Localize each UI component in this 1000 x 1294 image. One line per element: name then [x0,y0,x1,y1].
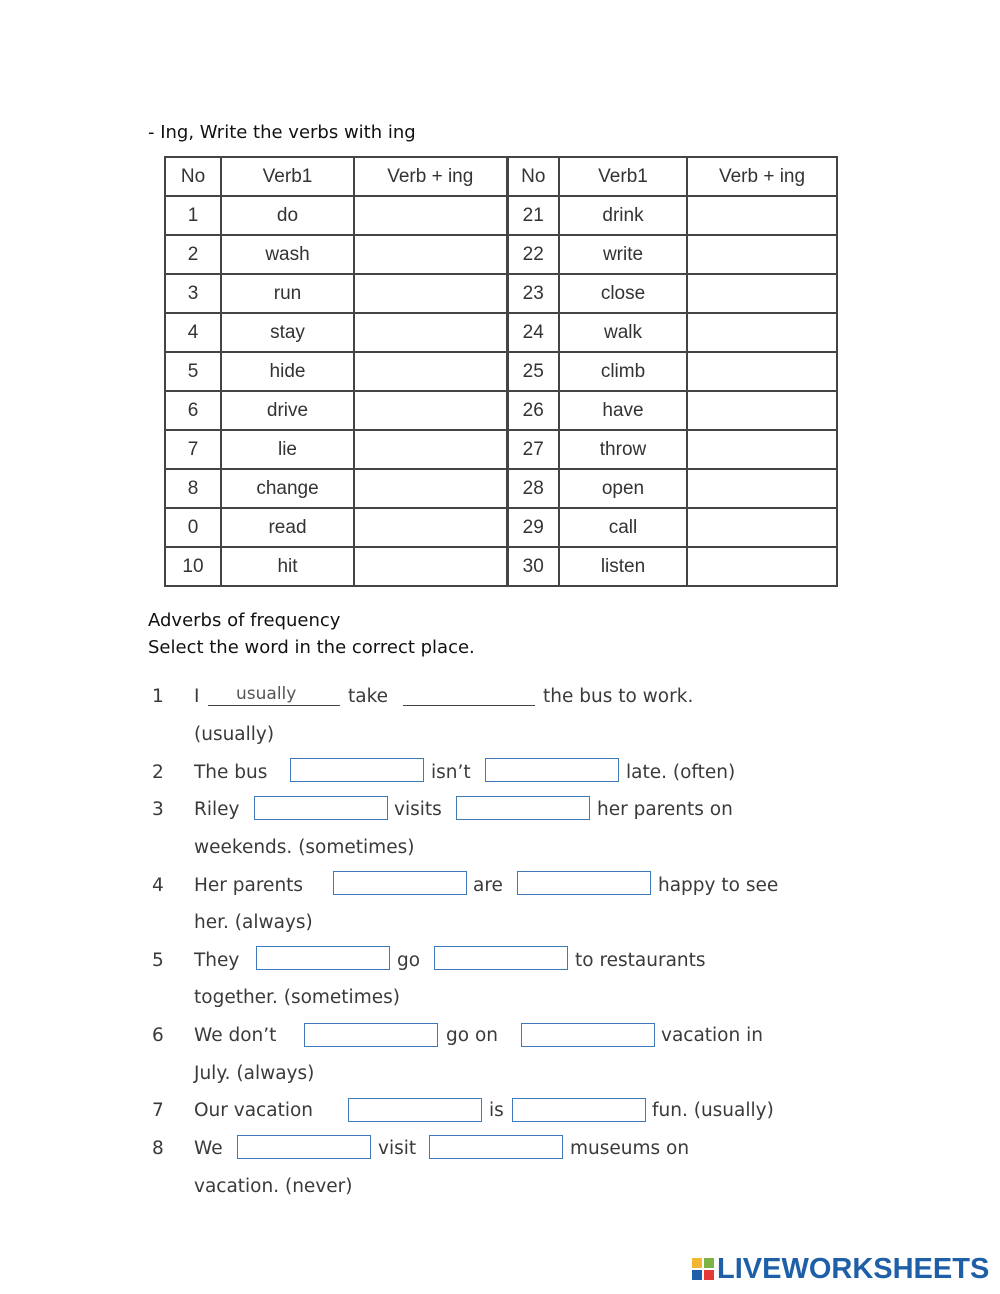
table-row [165,508,837,547]
exercise-text: visit [378,1138,417,1159]
logo-tile [692,1258,702,1268]
exercise-hint: together. (sometimes) [194,987,400,1008]
header-verb-ing: Verb + ing [687,157,837,196]
verb-cell: climb [559,352,687,391]
exercise-number: 3 [152,799,164,820]
exercise-hint: July. (always) [194,1063,315,1084]
exercise-text: We don’t [194,1025,277,1046]
exercise-text: They [194,950,240,971]
verb-cell: listen [559,547,687,586]
exercise-text: Her parents [194,875,304,896]
instruction-text: Select the word in the correct place. [148,637,475,658]
exercise-text: museums on [570,1138,690,1159]
exercise-number: 5 [152,950,164,971]
exercise-text: happy to see [658,875,779,896]
row-number: 0 [165,508,221,547]
row-number: 8 [165,469,221,508]
header-no: No [165,157,221,196]
row-number: 26 [507,391,559,430]
verb-cell: write [559,235,687,274]
verb-ing-answer-cell[interactable] [687,391,837,430]
verb-cell: drink [559,196,687,235]
verb-ing-answer-cell[interactable] [354,430,507,469]
row-number: 24 [507,313,559,352]
exercise-text: Our vacation [194,1100,314,1121]
verb-ing-answer-cell[interactable] [354,391,507,430]
answer-box[interactable] [304,1023,438,1047]
row-number: 1 [165,196,221,235]
verb-cell: have [559,391,687,430]
exercise-number: 2 [152,762,164,783]
answer-box[interactable] [237,1135,371,1159]
example-answer: usually [236,684,297,704]
row-number: 29 [507,508,559,547]
row-number: 3 [165,274,221,313]
answer-box[interactable] [333,871,467,895]
exercise-text: Riley [194,799,240,820]
logo-tile [704,1258,714,1268]
exercise-hint: weekends. (sometimes) [194,837,415,858]
verb-ing-answer-cell[interactable] [687,235,837,274]
answer-box[interactable] [256,946,390,970]
exercise-text: vacation in [661,1025,763,1046]
section-ing-title: - Ing, Write the verbs with ing [148,122,416,143]
verb-cell: hide [221,352,354,391]
table-row [165,469,837,508]
verb-cell: drive [221,391,354,430]
table-row [165,313,837,352]
verb-ing-answer-cell[interactable] [687,547,837,586]
exercise-text: go [397,950,421,971]
section-adverbs-title: Adverbs of frequency [148,610,341,631]
row-number: 10 [165,547,221,586]
answer-box[interactable] [254,796,388,820]
logo-tile [692,1270,702,1280]
verb-cell: hit [221,547,354,586]
verb-cell: throw [559,430,687,469]
verb-ing-answer-cell[interactable] [687,469,837,508]
exercise-text: We [194,1138,223,1159]
exercise-number: 6 [152,1025,164,1046]
exercise-text: the bus to work. [543,686,694,707]
verb-ing-answer-cell[interactable] [687,196,837,235]
example-blank [403,705,535,706]
header-verb-ing: Verb + ing [354,157,507,196]
verb-ing-answer-cell[interactable] [354,196,507,235]
table-row [165,196,837,235]
verb-ing-answer-cell[interactable] [354,469,507,508]
row-number: 25 [507,352,559,391]
verb-ing-answer-cell[interactable] [687,508,837,547]
answer-box[interactable] [434,946,568,970]
exercise-text: go on [446,1025,498,1046]
row-number: 7 [165,430,221,469]
exercise-text: is [489,1100,504,1121]
verb-cell: walk [559,313,687,352]
verb-cell: read [221,508,354,547]
verb-cell: run [221,274,354,313]
header-no: No [507,157,559,196]
verb-cell: call [559,508,687,547]
exercise-text: her parents on [597,799,733,820]
exercise-number: 1 [152,686,164,707]
exercise-number: 7 [152,1100,164,1121]
exercise-number: 4 [152,875,164,896]
verb-ing-answer-cell[interactable] [354,547,507,586]
exercise-text: The bus [194,762,268,783]
exercise-hint: vacation. (never) [194,1176,353,1197]
header-verb1: Verb1 [559,157,687,196]
verb-cell: close [559,274,687,313]
verb-ing-answer-cell[interactable] [354,274,507,313]
verb-table [164,156,838,587]
row-number: 22 [507,235,559,274]
example-blank [208,705,340,706]
verb-ing-answer-cell[interactable] [354,235,507,274]
row-number: 23 [507,274,559,313]
verb-ing-answer-cell[interactable] [687,352,837,391]
table-row [165,391,837,430]
verb-ing-answer-cell[interactable] [354,352,507,391]
liveworksheets-logo [692,1254,989,1284]
logo-tile [704,1270,714,1280]
verb-cell: change [221,469,354,508]
row-number: 4 [165,313,221,352]
verb-cell: wash [221,235,354,274]
logo-text: LIVEWORKSHEETS [717,1252,990,1285]
verb-ing-answer-cell[interactable] [687,430,837,469]
exercise-text: late. (often) [626,762,736,783]
exercise-hint: (usually) [194,724,275,745]
exercise-text: to restaurants [575,950,706,971]
verb-cell: open [559,469,687,508]
header-verb1: Verb1 [221,157,354,196]
table-header-row [165,157,837,196]
answer-box[interactable] [485,758,619,782]
verb-cell: do [221,196,354,235]
row-number: 28 [507,469,559,508]
exercise-text: isn’t [431,762,471,783]
row-number: 27 [507,430,559,469]
exercise-text: are [473,875,503,896]
answer-box[interactable] [456,796,590,820]
exercise-text: take [348,686,389,707]
verb-ing-answer-cell[interactable] [354,313,507,352]
exercise-number: 8 [152,1138,164,1159]
verb-cell: stay [221,313,354,352]
answer-box[interactable] [521,1023,655,1047]
table-row [165,352,837,391]
table-row [165,235,837,274]
verb-ing-answer-cell[interactable] [354,508,507,547]
row-number: 5 [165,352,221,391]
row-number: 6 [165,391,221,430]
exercise-hint: her. (always) [194,912,313,933]
logo-tiles-icon [692,1258,714,1280]
verb-ing-answer-cell[interactable] [687,274,837,313]
exercise-text: I [194,686,200,707]
table-row [165,547,837,586]
answer-box[interactable] [512,1098,646,1122]
answer-box[interactable] [429,1135,563,1159]
exercise-text: fun. (usually) [652,1100,774,1121]
row-number: 30 [507,547,559,586]
answer-box[interactable] [348,1098,482,1122]
exercise-text: visits [394,799,442,820]
verb-cell: lie [221,430,354,469]
table-row [165,274,837,313]
verb-ing-answer-cell[interactable] [687,313,837,352]
table-row [165,430,837,469]
row-number: 2 [165,235,221,274]
answer-box[interactable] [290,758,424,782]
answer-box[interactable] [517,871,651,895]
row-number: 21 [507,196,559,235]
